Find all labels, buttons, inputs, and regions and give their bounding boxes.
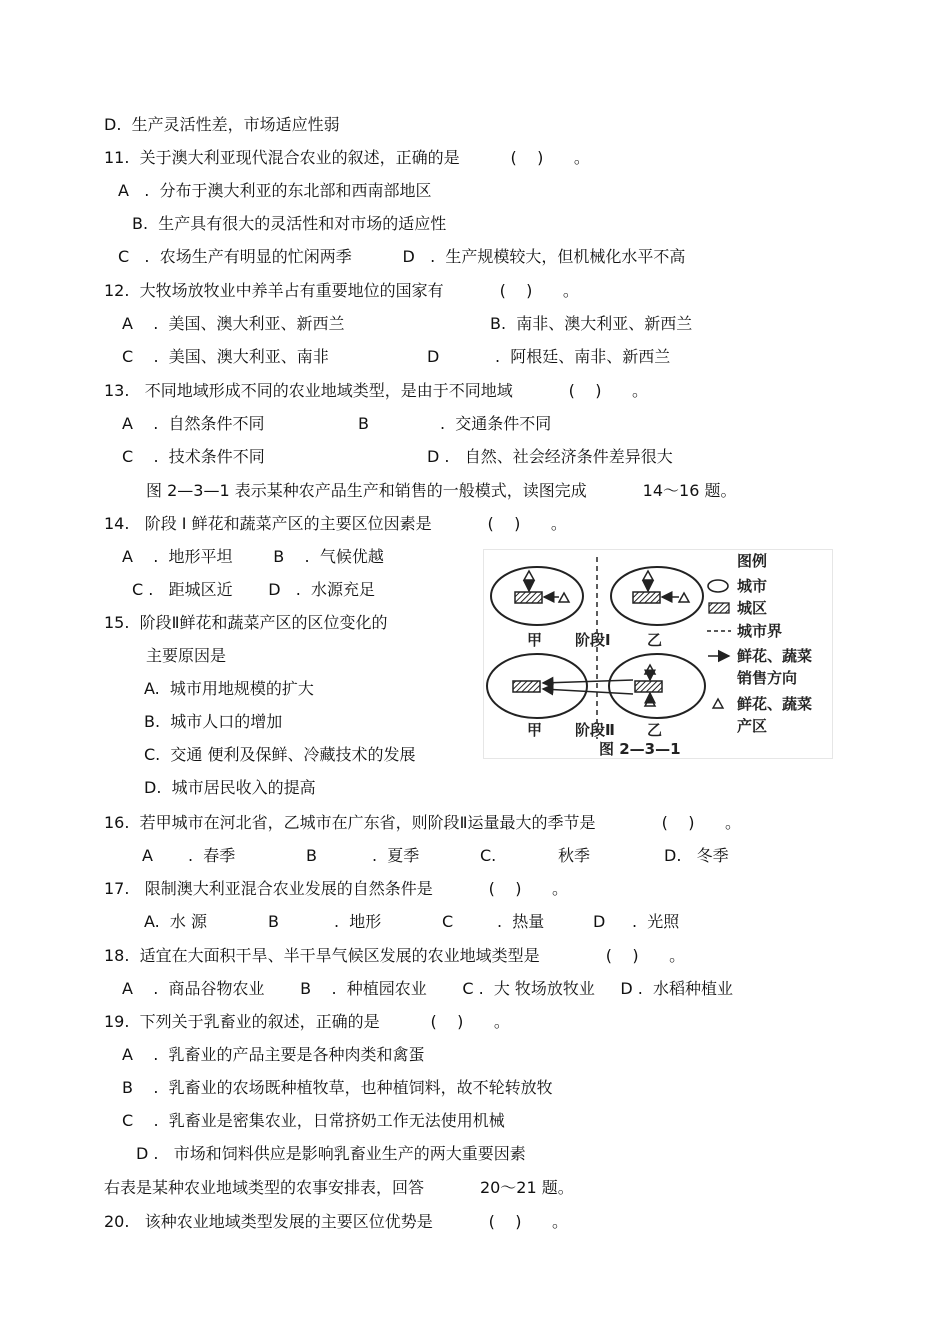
city-label: 甲: [527, 721, 543, 739]
city-label: 甲: [527, 631, 543, 649]
q17-option-b-text: . 地形: [334, 912, 382, 931]
stage-label: 阶段Ⅰ: [575, 631, 611, 649]
legend-city: 城市: [737, 577, 768, 595]
legend-title: 图例: [737, 552, 768, 570]
q15-option-c: C. 交通 便利及保鲜、冷藏技术的发展: [144, 745, 416, 764]
stage-label: 阶段Ⅱ: [575, 721, 615, 739]
q17-option-d-text: . 光照: [632, 912, 680, 931]
q17-option-b-letter: B: [268, 912, 279, 931]
q12-option-d-letter: D: [427, 347, 440, 366]
q19-option-d: D . 市场和饲料供应是影响乳畜业生产的两大重要因素: [136, 1144, 526, 1163]
legend-sales-cont: 销售方向: [737, 669, 798, 687]
q13-option-d: D . 自然、社会经济条件差异很大: [427, 447, 673, 466]
question-18: 18. 适宜在大面积干旱、半干旱气候区发展的农业地域类型是 ( ) 。: [104, 946, 686, 965]
q12-option-b: B. 南非、澳大利亚、新西兰: [490, 314, 693, 333]
question-14: 14. 阶段 Ⅰ 鲜花和蔬菜产区的主要区位因素是 ( ) 。: [104, 514, 567, 533]
question-15-cont: 主要原因是: [146, 646, 227, 665]
option-d-q10: D. 生产灵活性差，市场适应性弱: [104, 115, 340, 134]
q16-option-d: D. 冬季: [664, 846, 729, 865]
question-15: 15. 阶段Ⅱ鲜花和蔬菜产区的区位变化的: [104, 613, 388, 632]
urban-area-icon: [635, 681, 662, 692]
legend-urban: 城区: [737, 599, 768, 617]
q16-option-c-text: 秋季: [558, 846, 591, 865]
urban-area-icon: [515, 592, 542, 603]
legend-production: 鲜花、蔬菜: [737, 695, 813, 713]
q16-option-c-letter: C.: [480, 846, 497, 865]
urban-area-icon: [633, 592, 660, 603]
legend-production-cont: 产区: [737, 717, 768, 735]
q13-option-a: A . 自然条件不同: [122, 414, 265, 433]
legend-urban-icon: [709, 603, 729, 613]
question-12: 12. 大牧场放牧业中养羊占有重要地位的国家有 ( ) 。: [104, 281, 579, 300]
q13-option-b-text: . 交通条件不同: [440, 414, 552, 433]
figure-2-3-1: [483, 549, 833, 759]
q11-option-c-d: C . 农场生产有明显的忙闲两季 D . 生产规模较大，但机械化水平不高: [118, 247, 686, 266]
q15-option-d: D. 城市居民收入的提高: [144, 778, 316, 797]
q11-option-b: B. 生产具有很大的灵活性和对市场的适应性: [132, 214, 447, 233]
q12-option-c: C . 美国、澳大利亚、南非: [122, 347, 329, 366]
q16-option-b-letter: B: [306, 846, 317, 865]
q12-option-d-text: . 阿根廷、南非、新西兰: [495, 347, 671, 366]
q16-option-a-text: . 春季: [188, 846, 236, 865]
q15-option-b: B. 城市人口的增加: [144, 712, 283, 731]
q18-options: A . 商品谷物农业 B . 种植园农业 C . 大 牧场放牧业 D . 水稻种植业: [122, 979, 734, 998]
q16-option-a-letter: A: [142, 846, 153, 865]
q15-option-a: A. 城市用地规模的扩大: [144, 679, 314, 698]
question-13: 13. 不同地域形成不同的农业地域类型，是由于不同地域 ( ) 。: [104, 381, 648, 400]
q19-option-a: A . 乳畜业的产品主要是各种肉类和禽蛋: [122, 1045, 425, 1064]
urban-area-icon: [513, 681, 540, 692]
q17-option-d-letter: D: [593, 912, 606, 931]
q19-option-c: C . 乳畜业是密集农业，日常挤奶工作无法使用机械: [122, 1111, 505, 1130]
q13-option-c: C . 技术条件不同: [122, 447, 265, 466]
legend-sales: 鲜花、蔬菜: [737, 647, 813, 665]
table-intro: 右表是某种农业地域类型的农事安排表，回答 20～21 题。: [104, 1178, 574, 1197]
q17-option-c-text: . 热量: [497, 912, 545, 931]
question-19: 19. 下列关于乳畜业的叙述，正确的是 ( ) 。: [104, 1012, 510, 1031]
q17-option-c-letter: C: [442, 912, 454, 931]
legend-boundary: 城市界: [737, 622, 783, 640]
question-11: 11. 关于澳大利亚现代混合农业的叙述，正确的是 ( ) 。: [104, 148, 590, 167]
question-16: 16. 若甲城市在河北省，乙城市在广东省，则阶段Ⅱ运量最大的季节是 ( ) 。: [104, 813, 741, 832]
figure-intro: 图 2—3—1 表示某种农产品生产和销售的一般模式，读图完成 14～16 题。: [146, 481, 737, 500]
city-label: 乙: [647, 721, 663, 739]
q13-option-b-letter: B: [358, 414, 369, 433]
q16-option-b-text: . 夏季: [372, 846, 420, 865]
q17-option-a: A. 水 源: [144, 912, 208, 931]
q12-option-a: A . 美国、澳大利亚、新西兰: [122, 314, 345, 333]
q19-option-b: B . 乳畜业的农场既种植牧草，也种植饲料，故不轮转放牧: [122, 1078, 553, 1097]
figure-caption: 图 2—3—1: [599, 740, 681, 758]
q11-option-a: A . 分布于澳大利亚的东北部和西南部地区: [118, 181, 432, 200]
q14-options-c-d: C . 距城区近 D . 水源充足: [132, 580, 376, 599]
city-label: 乙: [647, 631, 663, 649]
question-17: 17. 限制澳大利亚混合农业发展的自然条件是 ( ) 。: [104, 879, 568, 898]
question-20: 20. 该种农业地域类型发展的主要区位优势是 ( ) 。: [104, 1212, 568, 1231]
q14-options-a-b: A . 地形平坦 B . 气候优越: [122, 547, 384, 566]
